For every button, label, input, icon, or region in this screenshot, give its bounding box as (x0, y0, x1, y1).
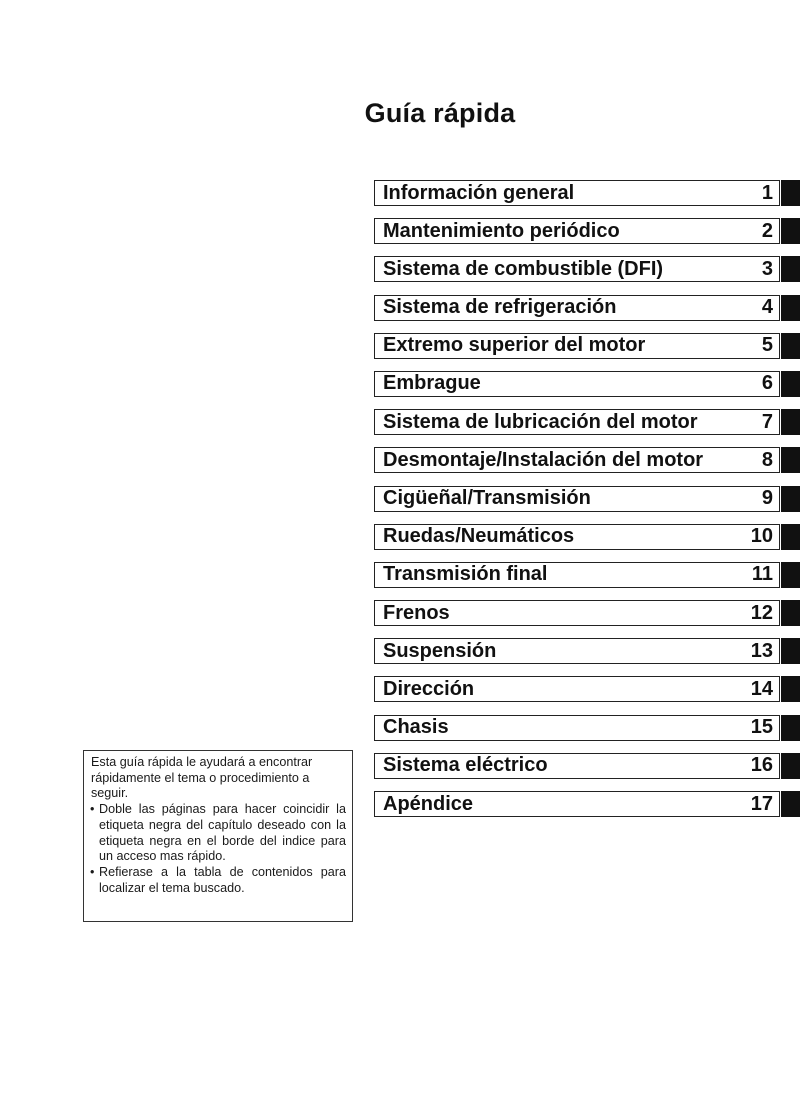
chapter-link[interactable] (374, 371, 780, 397)
chapter-title: Dirección (383, 677, 475, 700)
chapter-number: 7 (761, 410, 773, 433)
chapter-number: 17 (750, 792, 773, 815)
black-edge-tab (781, 333, 800, 359)
chapter-number: 15 (750, 716, 773, 739)
chapter-number: 14 (750, 677, 773, 700)
chapter-number: 16 (750, 754, 773, 777)
chapter-index-row (374, 524, 800, 562)
black-edge-tab (781, 256, 800, 282)
help-intro-text: Esta guía rápida le ayudará a encontrar rápidamente el tema o procedimiento a seguir. (91, 755, 313, 801)
chapter-number: 8 (761, 448, 773, 471)
chapter-title: Sistema de refrigeración (383, 296, 617, 319)
chapter-index-row (374, 409, 800, 447)
chapter-link[interactable] (374, 295, 780, 321)
chapter-link[interactable] (374, 180, 780, 206)
chapter-index-row (374, 715, 800, 753)
black-edge-tab (781, 447, 800, 473)
chapter-title: Chasis (383, 716, 449, 739)
chapter-title: Ruedas/Neumáticos (383, 525, 575, 548)
chapter-number: 4 (761, 296, 773, 319)
chapter-number: 5 (761, 334, 773, 357)
chapter-index-row (374, 333, 800, 371)
chapter-title: Extremo superior del motor (383, 334, 646, 357)
black-edge-tab (781, 638, 800, 664)
chapter-link[interactable] (374, 638, 780, 664)
chapter-index-row (374, 218, 800, 256)
black-edge-tab (781, 791, 800, 817)
chapter-title: Sistema eléctrico (383, 754, 548, 777)
chapter-title: Información general (383, 181, 575, 204)
chapter-link[interactable] (374, 218, 780, 244)
chapter-link[interactable] (374, 333, 780, 359)
chapter-index (374, 180, 800, 829)
chapter-link[interactable] (374, 486, 780, 512)
chapter-number: 11 (751, 563, 773, 586)
help-bullet: • Doble las páginas para hacer coincidir la etiqueta negra del capítulo deseado con la etiqueta negra en el borde del indice para un acceso mas rápido. (91, 802, 346, 865)
help-bullet: • Refierase a la tabla de contenidos para localizar el tema buscado. (91, 865, 346, 896)
black-edge-tab (781, 676, 800, 702)
chapter-title: Cigüeñal/Transmisión (383, 487, 591, 509)
chapter-index-row (374, 791, 800, 829)
chapter-title: Suspensión (383, 639, 497, 662)
chapter-link[interactable] (374, 256, 780, 282)
chapter-link[interactable] (374, 791, 780, 817)
chapter-link[interactable] (374, 409, 780, 435)
chapter-index-row (374, 447, 800, 485)
black-edge-tab (781, 180, 800, 206)
black-edge-tab (781, 524, 800, 550)
chapter-title: Embrague (383, 372, 481, 395)
chapter-title: Transmisión final (383, 563, 548, 586)
chapter-number: 2 (761, 219, 773, 242)
chapter-title: Apéndice (383, 792, 474, 815)
black-edge-tab (781, 753, 800, 779)
chapter-link[interactable] (374, 676, 780, 702)
chapter-number: 12 (750, 601, 773, 624)
chapter-link[interactable] (374, 562, 780, 588)
black-edge-tab (781, 562, 800, 588)
chapter-index-row (374, 371, 800, 409)
chapter-index-row (374, 638, 800, 676)
chapter-title: Frenos (383, 601, 450, 624)
black-edge-tab (781, 371, 800, 397)
chapter-index-row (374, 295, 800, 333)
chapter-title: Desmontaje/Instalación del motor (383, 448, 704, 471)
chapter-index-row (374, 486, 800, 524)
chapter-index-row (374, 600, 800, 638)
chapter-link[interactable] (374, 753, 780, 779)
black-edge-tab (781, 295, 800, 321)
black-edge-tab (781, 486, 800, 512)
chapter-link[interactable] (374, 715, 780, 741)
chapter-index-row (374, 753, 800, 791)
chapter-number: 6 (761, 372, 773, 395)
chapter-link[interactable] (374, 524, 780, 550)
black-edge-tab (781, 715, 800, 741)
chapter-index-row (374, 562, 800, 600)
chapter-link[interactable] (374, 600, 780, 626)
page-title: Guía rápida (364, 98, 516, 129)
chapter-index-row (374, 180, 800, 218)
chapter-number: 3 (761, 257, 773, 280)
chapter-number: 9 (761, 487, 773, 509)
black-edge-tab (781, 409, 800, 435)
chapter-index-row (374, 676, 800, 714)
chapter-index-row (374, 256, 800, 294)
chapter-number: 1 (761, 181, 773, 204)
help-note-box (83, 750, 353, 922)
chapter-title: Sistema de lubricación del motor (383, 410, 698, 433)
chapter-number: 13 (750, 639, 773, 662)
black-edge-tab (781, 600, 800, 626)
chapter-title: Mantenimiento periódico (383, 219, 620, 242)
chapter-number: 10 (750, 525, 773, 548)
black-edge-tab (781, 218, 800, 244)
chapter-title: Sistema de combustible (DFI) (383, 257, 664, 280)
chapter-link[interactable] (374, 447, 780, 473)
help-bullet-list (91, 802, 346, 896)
